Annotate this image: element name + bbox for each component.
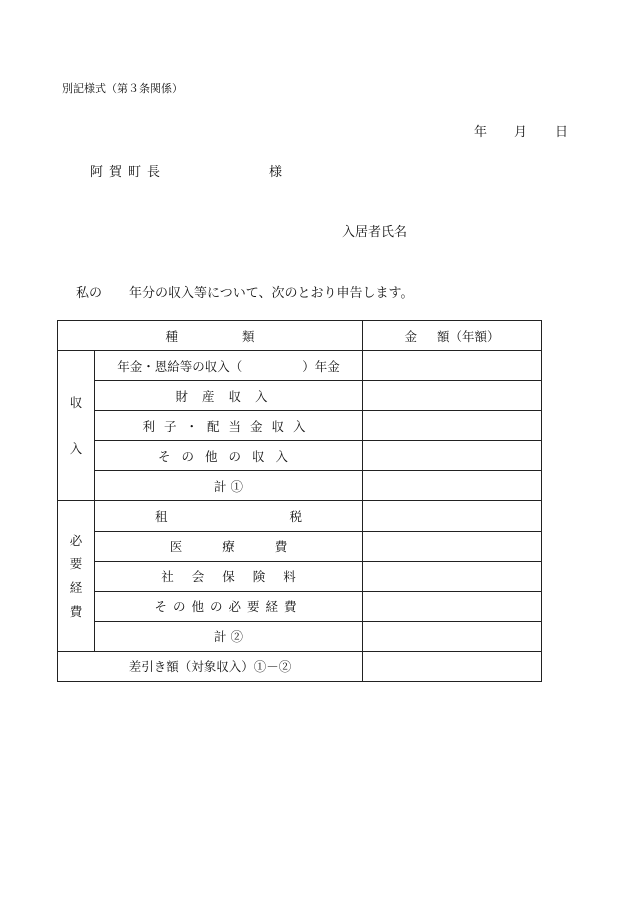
date-year-label: 年 [474, 125, 488, 140]
expense-total-amount[interactable] [363, 621, 542, 651]
other-expense-label: その他の必要経費 [95, 591, 363, 621]
type-column-header [58, 321, 363, 351]
date-month-label: 月 [514, 125, 528, 140]
table-row [58, 591, 542, 621]
other-income-amount[interactable] [363, 441, 542, 471]
pension-label-right: ）年金 [302, 358, 340, 374]
date-day-label: 日 [555, 125, 569, 140]
tax-label [95, 501, 363, 531]
income-group-char-1: 収 [69, 395, 83, 411]
expense-group-char-2: 要 [69, 556, 83, 572]
type-header-char-1: 種 [165, 328, 178, 344]
social-insurance-amount[interactable] [363, 561, 542, 591]
form-label: 別記様式（第３条関係） [62, 82, 183, 95]
expense-group-char-1: 必 [69, 532, 83, 548]
tax-amount[interactable] [363, 501, 542, 531]
table-row [58, 471, 542, 501]
income-report-table [57, 320, 542, 682]
expense-group-label [58, 501, 95, 651]
net-amount-value[interactable] [363, 651, 542, 681]
social-insurance-label: 社会保険料 [95, 561, 363, 591]
table-row [58, 441, 542, 471]
medical-expense-label: 医療費 [95, 531, 363, 561]
tax-label-left: 租 [155, 509, 168, 524]
income-total-amount[interactable] [363, 471, 542, 501]
medical-expense-amount[interactable] [363, 531, 542, 561]
other-expense-amount[interactable] [363, 591, 542, 621]
expense-group-char-4: 費 [69, 603, 83, 619]
type-header-char-2: 類 [242, 328, 255, 344]
property-income-amount[interactable] [363, 381, 542, 411]
table-row [58, 621, 542, 651]
interest-dividend-amount[interactable] [363, 411, 542, 441]
declaration-body: 年分の収入等について、次のとおり申告します。 [129, 286, 414, 301]
amount-header-suffix: 額（年額） [437, 328, 500, 344]
table-row [58, 381, 542, 411]
table-row [58, 411, 542, 441]
interest-dividend-label: 利子・配当金収入 [95, 411, 363, 441]
other-income-label: その他の収入 [95, 441, 363, 471]
table-row [58, 531, 542, 561]
table-row [58, 351, 542, 381]
addressee: 阿賀町長 [90, 165, 167, 180]
table-row [58, 651, 542, 681]
honorific: 様 [269, 165, 283, 180]
net-amount-label: 差引き額（対象収入）①－② [58, 651, 363, 681]
income-group-char-2: 入 [69, 440, 83, 456]
income-total-label: 計 ① [95, 471, 363, 501]
table-header-row [58, 321, 542, 351]
table-row [58, 501, 542, 531]
income-group-label [58, 351, 95, 501]
declaration-prefix: 私の [76, 286, 103, 301]
expense-group-char-3: 経 [69, 580, 83, 596]
property-income-label: 財産収入 [95, 381, 363, 411]
tax-label-right: 税 [289, 509, 302, 524]
table-row [58, 561, 542, 591]
pension-income-label [95, 351, 363, 381]
resident-name-label: 入居者氏名 [342, 225, 408, 240]
amount-header-char: 金 [404, 328, 417, 344]
amount-column-header [363, 321, 542, 351]
pension-income-amount[interactable] [363, 351, 542, 381]
pension-label-left: 年金・恩給等の収入（ [117, 358, 243, 374]
expense-total-label: 計 ② [95, 621, 363, 651]
